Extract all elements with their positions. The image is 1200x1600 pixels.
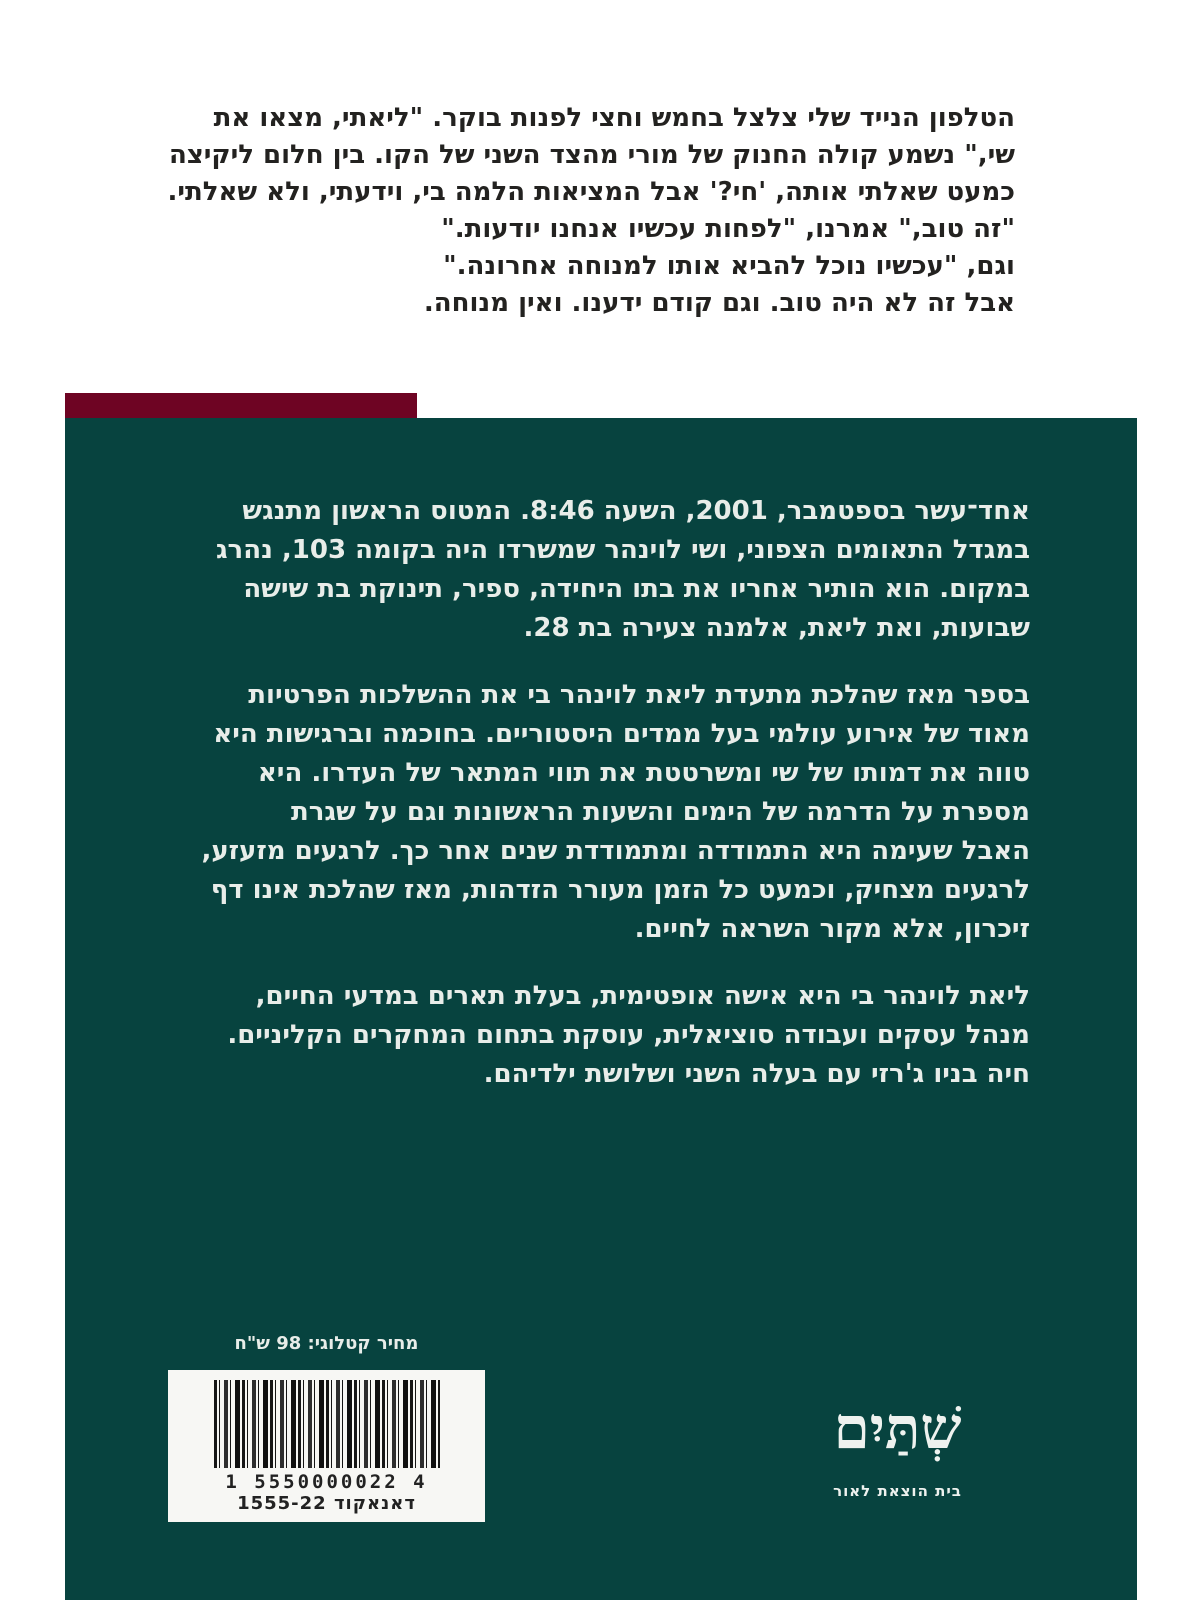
- blurb-paragraph: [160, 676, 1030, 949]
- danacode-label: דאנאקוד 1555-22: [237, 1493, 416, 1514]
- blurb-line: במקום. הוא הותיר אחריו את בתו היחידה, ספיר, תינוקת בת שישה: [243, 574, 1030, 604]
- blurb-line: מנהל עסקים ועבודה סוציאלית, עוסקת בתחום המחקרים הקליניים.: [227, 1020, 1030, 1050]
- excerpt-line: אבל זה לא היה טוב. וגם קודם ידענו. ואין מנוחה.: [423, 288, 1015, 318]
- blurb-line: שבועות, ואת ליאת, אלמנה צעירה בת 28.: [523, 613, 1030, 643]
- blurb-line: טווה את דמותו של שי ומשרטטת את תווי המתאר של העדרו. היא: [257, 758, 1030, 788]
- back-cover-excerpt: [167, 100, 1015, 322]
- blurb-line: מאוד של אירוע עולמי בעל ממדים היסטוריים. בחוכמה וברגישות היא: [213, 719, 1030, 749]
- blurb-line: אחד־עשר בספטמבר, 2001, השעה 8:46. המטוס הראשון מתנגש: [242, 496, 1030, 526]
- blurb-line: מספרת על הדרמה של הימים והשעות הראשונות וגם על שגרת: [290, 797, 1030, 827]
- blurb-line: חיה בניו ג'רזי עם בעלה השני ושלושת ילדיהם.: [483, 1059, 1030, 1089]
- blurb-line: בספר מאז שהלכת מתעדת ליאת לוינהר בי את ההשלכות הפרטיות: [248, 680, 1030, 710]
- publisher-tagline: בית הוצאת לאור: [833, 1482, 962, 1500]
- catalog-price-label: מחיר קטלוגי: 98 ש"ח: [234, 1333, 419, 1354]
- barcode-graphic: [214, 1380, 440, 1468]
- excerpt-line: "זה טוב," אמרנו, "לפחות עכשיו אנחנו יודעות.": [441, 214, 1015, 244]
- excerpt-line: הטלפון הנייד שלי צלצל בחמש וחצי לפנות בוקר. "ליאתי, מצאו את: [213, 103, 1015, 133]
- barcode-number: 1 5550000022 4: [225, 1471, 428, 1493]
- book-blurb: [160, 492, 1030, 1122]
- blurb-line: ליאת לוינהר בי היא אישה אופטימית, בעלת תארים במדעי החיים,: [255, 981, 1030, 1011]
- blurb-line: זיכרון, אלא מקור השראה לחיים.: [634, 914, 1030, 944]
- excerpt-line: וגם, "עכשיו נוכל להביא אותו למנוחה אחרונה.": [443, 251, 1015, 281]
- blurb-paragraph: [160, 977, 1030, 1094]
- blurb-line: לרגעים מצחיק, וכמעט כל הזמן מעורר הזדהות, מאז שהלכת אינו דף: [210, 875, 1030, 905]
- excerpt-line: שי," נשמע קולה החנוק של מורי מהצד השני של הקו. בין חלום ליקיצה: [168, 140, 1015, 170]
- publisher-block: [785, 1388, 1010, 1500]
- blurb-line: האבל שעימה היא התמודדה ומתמודדת שנים אחר כך. לרגעים מזעזע,: [201, 836, 1030, 866]
- barcode-box: [168, 1370, 485, 1522]
- publisher-logo: שְׁתַּיִם: [833, 1394, 962, 1462]
- excerpt-line: כמעט שאלתי אותה, 'חי?' אבל המציאות הלמה בי, וידעתי, ולא שאלתי.: [167, 177, 1015, 207]
- blurb-line: במגדל התאומים הצפוני, ושי לוינהר שמשרדו היה בקומה 103, נהרג: [215, 535, 1030, 565]
- blurb-paragraph: [160, 492, 1030, 648]
